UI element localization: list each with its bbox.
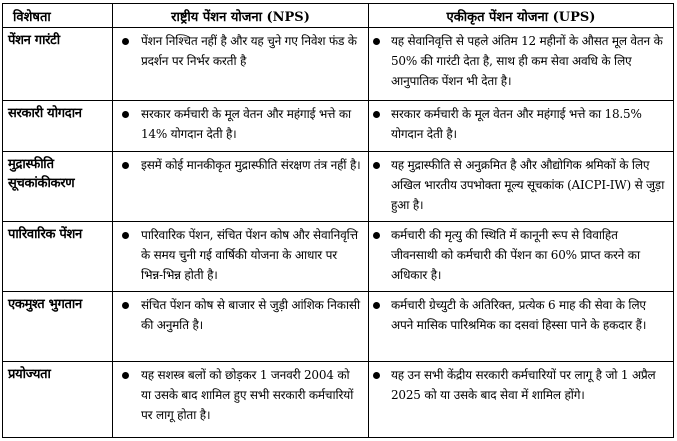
row-feature-cell [3,152,113,221]
nps-text: पारिवारिक पेंशन, संचित पेंशन कोष और सेवानिवृत्ति के समय चुनी गई वार्षिकी योजना के आधार पर भिन्न-भिन्न होती है। [141,228,358,282]
bullet-icon [122,162,129,169]
nps-text: सरकार कर्मचारी के मूल वेतन और महंगाई भत्ते का 14% योगदान देती है। [141,107,351,141]
bullet-icon [122,38,129,45]
bullet-icon [122,111,129,118]
nps-cell [113,28,369,100]
table-row [3,28,673,101]
ups-cell [369,292,673,361]
ups-text: यह मुद्रास्फीति से अनुक्रमित है और औद्योगिक श्रमिकों के लिए अखिल भारतीय उपभोक्ता मूल्य सूचकांक (AICPI-IW) से जुड़ा हुआ है। [391,158,665,212]
nps-text: इसमें कोई मानकीकृत मुद्रास्फीति संरक्षण तंत्र नहीं है। [141,158,361,172]
header-feature: विशेषता [3,4,113,27]
row-feature-cell [3,28,113,100]
ups-text: कर्मचारी की मृत्यु की स्थिति में कानूनी रूप से विवाहित जीवनसाथी को कर्मचारी की पेंशन का 60% प्राप्त करने का अधिकार है। [391,228,640,282]
ups-cell [369,101,673,151]
row-feature-label: पेंशन गारंटी [8,33,60,48]
ups-cell [369,28,673,100]
nps-text: पेंशन निश्चित नहीं है और यह चुने गए निवेश फंड के प्रदर्शन पर निर्भर करती है [141,34,357,68]
nps-cell [113,362,369,437]
nps-text: यह सशस्त्र बलों को छोड़कर 1 जनवरी 2004 को या उसके बाद शामिल हुए सभी सरकारी कर्मचारियों पर लागू होता है। [141,368,354,422]
row-feature-label: पारिवारिक पेंशन [8,227,82,242]
comparison-table [2,3,674,438]
row-feature-cell [3,101,113,151]
table-row [3,101,673,152]
ups-cell [369,362,673,437]
ups-cell [369,152,673,221]
row-feature-label: एकमुश्त भुगतान [8,297,82,312]
row-feature-cell [3,362,113,437]
header-nps: राष्ट्रीय पेंशन योजना (NPS) [113,4,369,27]
header-row [3,4,673,28]
row-feature-cell [3,292,113,361]
table-row [3,362,673,437]
bullet-icon [373,111,380,118]
ups-text: यह उन सभी केंद्रीय सरकारी कर्मचारियों पर लागू है जो 1 अप्रैल 2025 को या उसके बाद सेवा में शामिल होंगे। [391,368,656,402]
table-row [3,292,673,362]
nps-text: संचित पेंशन कोष से बाजार से जुड़ी आंशिक निकासी की अनुमति है। [141,298,360,332]
table-row [3,222,673,292]
row-feature-cell [3,222,113,291]
bullet-icon [122,372,129,379]
header-ups: एकीकृत पेंशन योजना (UPS) [446,10,596,25]
table-row [3,152,673,222]
nps-cell [113,152,369,221]
ups-text: कर्मचारी ग्रेच्युटी के अतिरिक्त, प्रत्येक 6 माह की सेवा के लिए अपने मासिक पारिश्रमिक का दसवां हिस्सा पाने के हकदार हैं। [391,298,647,332]
nps-cell [113,222,369,291]
row-feature-label: मुद्रास्फीति सूचकांकीकरण [8,157,75,191]
nps-cell [113,292,369,361]
bullet-icon [373,372,380,379]
row-feature-label: सरकारी योगदान [8,106,82,121]
ups-cell [369,222,673,291]
ups-text: सरकार कर्मचारी के मूल वेतन और महंगाई भत्ते का 18.5% योगदान देती है। [391,107,642,141]
bullet-icon [122,232,129,239]
nps-cell [113,101,369,151]
bullet-icon [373,162,380,169]
bullet-icon [122,302,129,309]
ups-text: यह सेवानिवृत्ति से पहले अंतिम 12 महीनों के औसत मूल वेतन के 50% की गारंटी देता है, साथ ही कम सेवा अवधि के लिए आनुपातिक पेंशन भी देता है। [391,34,663,88]
bullet-icon [373,232,380,239]
row-feature-label: प्रयोज्यता [8,367,51,382]
bullet-icon [373,302,380,309]
bullet-icon [373,38,380,45]
